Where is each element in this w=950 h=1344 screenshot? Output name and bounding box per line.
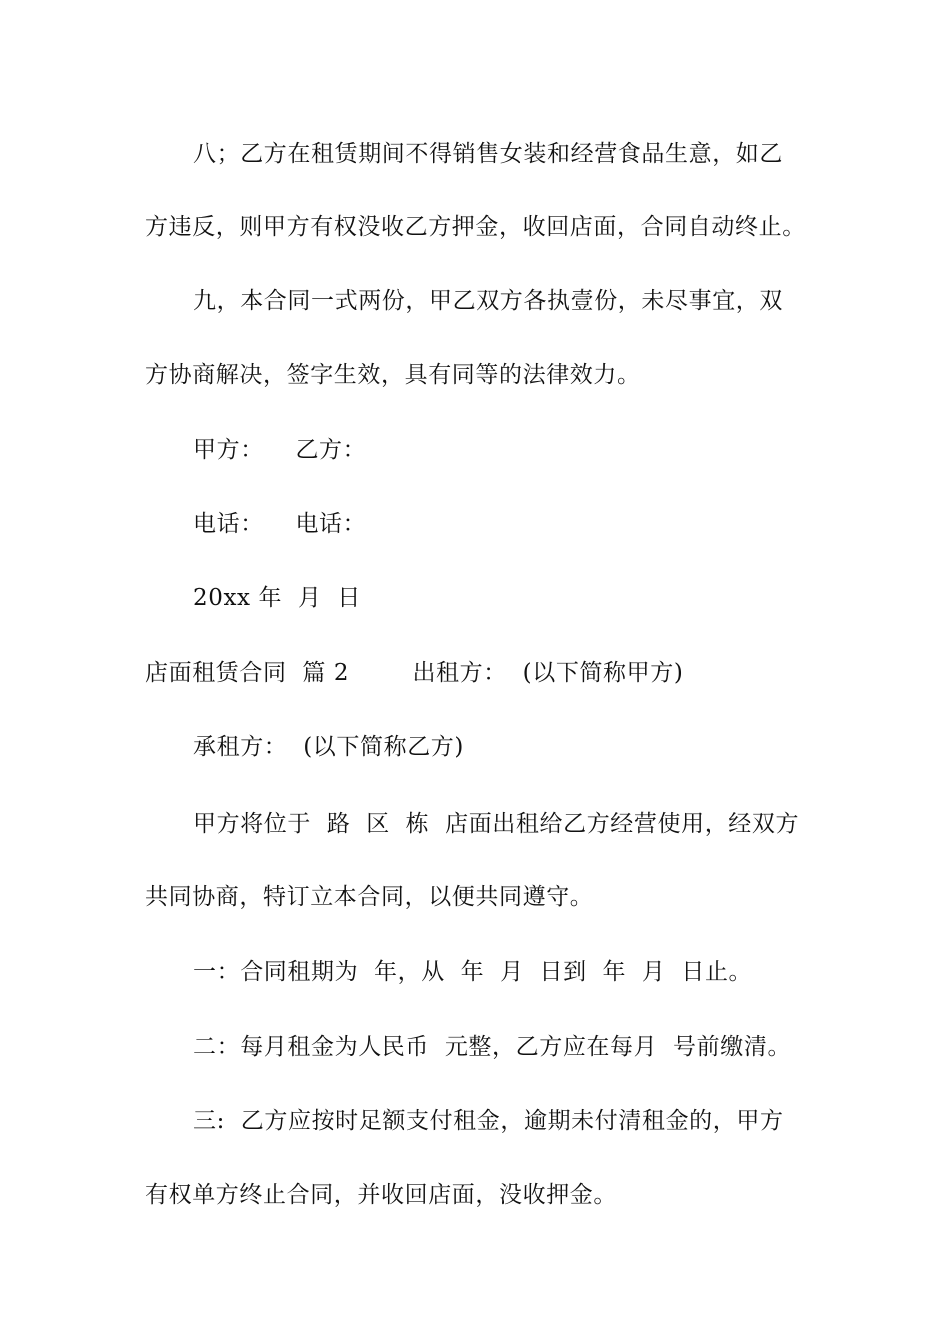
lessee-line: 承租方： (以下简称乙方): [193, 734, 464, 760]
clause-3-line-1: 三: 乙方应按时足额支付租金，逾期未付清租金的，甲方: [193, 1108, 784, 1134]
intro-line-2: 共同协商，特订立本合同，以便共同遵守。: [145, 884, 594, 910]
clause-2-line: 二：每月租金为人民币 元整，乙方应在每月 号前缴清。: [193, 1034, 792, 1060]
clause-1-line: 一：合同租期为 年，从 年 月 日到 年 月 日止。: [193, 959, 753, 985]
contract-title-lessor-line: 店面租赁合同 篇 2 出租方： (以下简称甲方): [145, 660, 684, 686]
clause-3-line-2: 有权单方终止合同，并收回店面，没收押金。: [145, 1182, 617, 1208]
clause-8-line-1: 八；乙方在租赁期间不得销售女装和经营食品生意，如乙: [193, 141, 783, 167]
party-signature-line: 甲方： 乙方：: [193, 437, 367, 463]
clause-9-line-2: 方协商解决，签字生效，具有同等的法律效力。: [145, 362, 641, 388]
intro-line-1: 甲方将位于 路 区 栋 店面出租给乙方经营使用，经双方: [193, 811, 800, 837]
clause-9-line-1: 九，本合同一式两份，甲乙双方各执壹份，未尽事宜，双: [193, 288, 783, 314]
date-line: 20xx 年 月 日: [193, 585, 361, 611]
clause-8-line-2: 方违反，则甲方有权没收乙方押金，收回店面，合同自动终止。: [145, 214, 806, 240]
phone-line: 电话： 电话：: [193, 511, 367, 537]
